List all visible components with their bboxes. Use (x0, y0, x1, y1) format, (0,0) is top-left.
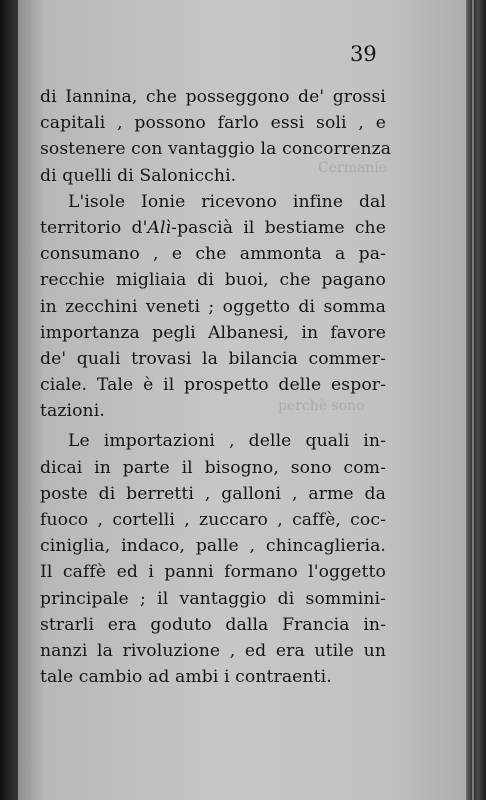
text-line: de' quali trovasi la bilancia commer- (40, 348, 386, 369)
text-line: consumano , e che ammonta a pa- (40, 244, 386, 265)
bleed-through-text: Cermanie (318, 160, 388, 176)
text-line: ciale. Tale è il prospetto delle espor- (40, 375, 386, 396)
bleed-through-text: perchè sono (278, 398, 365, 414)
italic-name: Alì (147, 217, 172, 238)
text-line: strarli era goduto dalla Francia in- (40, 614, 386, 635)
body-text (40, 84, 392, 690)
text-line: tale cambio ad ambi i contraenti. (40, 667, 332, 688)
text-line: di quelli di Salonicchi. (40, 165, 237, 186)
text-line: Il caffè ed i panni formano l'oggetto (40, 562, 386, 583)
book-page (18, 0, 470, 800)
text-line: nanzi la rivoluzione , ed era utile un (40, 640, 386, 661)
text-line-italic-name (40, 215, 386, 241)
page-number: 39 (350, 42, 377, 66)
text-fragment: territorio d' (40, 217, 148, 238)
text-line: principale ; il vantaggio di sommini- (40, 588, 386, 609)
text-line: dicai in parte il bisogno, sono com- (40, 457, 386, 478)
text-line: capitali , possono farlo essi soli , e (40, 113, 386, 134)
paragraph-2 (40, 189, 386, 425)
text-line: in zecchini veneti ; oggetto di somma (40, 296, 386, 317)
text-line: sostenere con vantaggio la concorrenza (40, 139, 392, 160)
text-line: importanza pegli Albanesi, in favore (40, 322, 386, 343)
text-line: fuoco , cortelli , zuccaro , caffè, coc- (40, 510, 386, 530)
text-fragment: -pascià il bestiame che (171, 217, 386, 238)
text-line: L'isole Ionie ricevono infine dal (68, 191, 386, 212)
paragraph-3 (40, 428, 386, 690)
text-line: ciniglia, indaco, palle , chincaglieria. (40, 536, 386, 557)
text-line: di Iannina, che posseggono de' grossi (40, 87, 386, 107)
page-stack-edge (466, 0, 486, 800)
paragraph-1 (40, 84, 392, 189)
text-line: tazioni. (40, 401, 105, 422)
text-line: recchie migliaia di buoi, che pagano (40, 270, 386, 291)
text-line: Le importazioni , delle quali in- (68, 431, 386, 452)
text-line: poste di berretti , galloni , arme da (40, 483, 386, 504)
